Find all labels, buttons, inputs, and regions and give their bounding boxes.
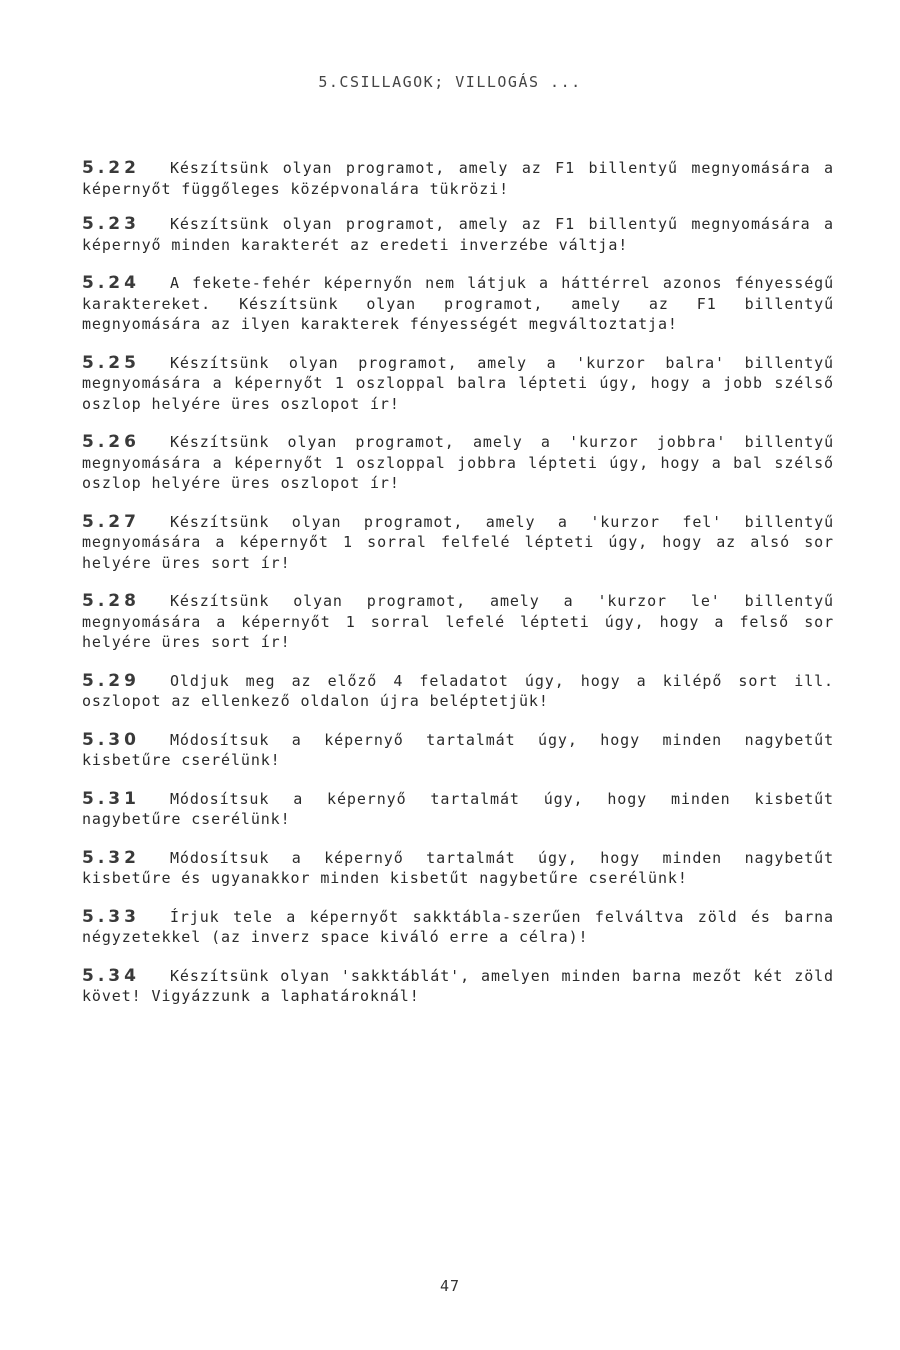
exercise-5-31	[82, 789, 834, 830]
exercise-number: 5.28	[82, 591, 140, 611]
exercise-number: 5.27	[82, 511, 140, 532]
exercise-5-33	[82, 907, 834, 948]
exercise-number: 5.31	[82, 788, 140, 809]
exercise-text: Készítsünk olyan programot, amely az F1 billentyű megnyomására a képernyőt függőleges középvonalára tükrözi!	[82, 159, 834, 198]
exercise-text: Módosítsuk a képernyő tartalmát úgy, hogy minden nagybetűt kisbetűre cserélünk!	[82, 730, 834, 769]
exercise-text: Készítsünk olyan 'sakktáblát', amelyen minden barna mezőt két zöld követ! Vigyázzunk a laphatároknál!	[82, 966, 834, 1005]
exercise-number: 5.29	[82, 670, 140, 691]
exercise-5-29	[82, 671, 834, 712]
exercise-5-26	[82, 432, 834, 494]
exercise-text: Készítsünk olyan programot, amely a 'kurzor fel' billentyű megnyomására a képernyőt 1 sorral felfelé lépteti úgy, hogy az alsó sor helyére üres sort ír!	[82, 512, 834, 572]
exercise-5-24	[82, 273, 834, 335]
exercise-text: Készítsünk olyan programot, amely a 'kurzor balra' billentyű megnyomására a képernyőt 1 oszloppal balra lépteti úgy, hogy a jobb szélső oszlop helyére üres oszlopot ír!	[82, 353, 834, 413]
exercise-5-32	[82, 848, 834, 889]
exercise-number: 5.22	[82, 158, 140, 178]
exercise-number: 5.34	[82, 965, 140, 986]
exercise-number: 5.24	[82, 273, 140, 293]
exercise-text: Írjuk tele a képernyőt sakktábla-szerűen felváltva zöld és barna négyzetekkel (az inverz space kiváló erre a célra)!	[82, 907, 834, 946]
exercise-text: Készítsünk olyan programot, amely az F1 billentyű megnyomására a képernyő minden karakterét az eredeti inverzébe váltja!	[82, 215, 834, 254]
exercise-text: Készítsünk olyan programot, amely a 'kurzor jobbra' billentyű megnyomására a képernyőt 1 oszloppal jobbra lépteti úgy, hogy a bal szélső oszlop helyére üres oszlopot ír!	[82, 433, 834, 492]
exercise-5-22	[82, 158, 834, 199]
exercise-number: 5.23	[82, 214, 140, 234]
exercise-5-27	[82, 512, 834, 574]
exercise-5-23	[82, 214, 834, 255]
exercise-text: Oldjuk meg az előző 4 feladatot úgy, hogy a kilépő sort ill. oszlopot az ellenkező oldalon újra beléptetjük!	[82, 671, 834, 710]
exercise-list	[82, 158, 834, 1007]
exercise-5-30	[82, 730, 834, 771]
exercise-5-25	[82, 353, 834, 415]
exercise-number: 5.30	[82, 729, 140, 750]
page-title: 5.CSILLAGOK; VILLOGÁS ...	[318, 73, 582, 91]
exercise-5-34	[82, 966, 834, 1007]
exercise-text: Módosítsuk a képernyő tartalmát úgy, hogy minden nagybetűt kisbetűre és ugyanakkor minden kisbetűt nagybetűre cserélünk!	[82, 848, 834, 887]
exercise-number: 5.32	[82, 847, 140, 868]
exercise-number: 5.33	[82, 906, 140, 927]
exercise-text: Módosítsuk a képernyő tartalmát úgy, hogy minden kisbetűt nagybetűre cserélünk!	[82, 789, 834, 828]
exercise-5-28	[82, 591, 834, 653]
exercise-number: 5.26	[82, 432, 140, 452]
exercise-text: Készítsünk olyan programot, amely a 'kurzor le' billentyű megnyomására a képernyőt 1 sorral lefelé lépteti úgy, hogy a felső sor helyére üres sort ír!	[82, 592, 834, 651]
page-number: 47	[439, 1277, 461, 1295]
exercise-text: A fekete-fehér képernyőn nem látjuk a háttérrel azonos fényességű karaktereket. Készítsünk olyan programot, amely az F1 billentyű megnyomására az ilyen karakterek fényességét megváltoztatja!	[82, 274, 834, 333]
exercise-number: 5.25	[82, 352, 140, 373]
